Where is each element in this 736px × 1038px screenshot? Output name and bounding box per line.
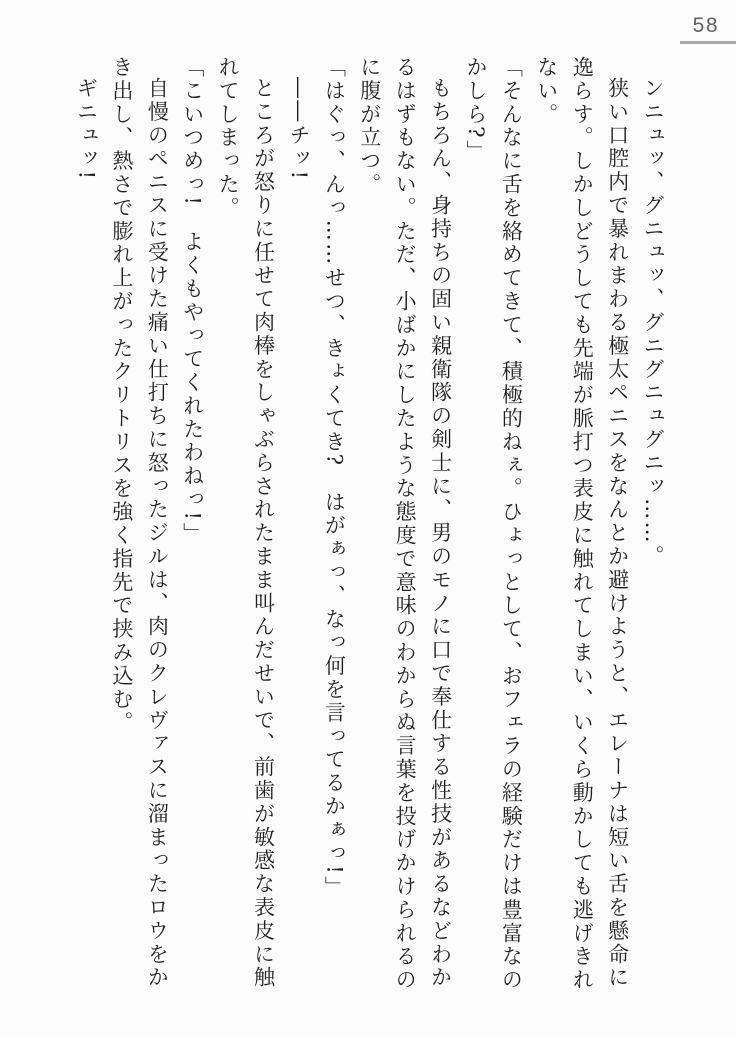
- paragraph: 「こいつめっ! よくもやってくれたわねっ!」: [180, 56, 205, 546]
- paragraph: 「そんなに舌を絡めてきて、積極的ねぇ。ひょっとして、おフェラの経験だけは豊富なのかしら?」: [463, 56, 524, 992]
- paragraph: ンニュッ、グニュッ、グニグニュグニッ……。: [641, 77, 665, 569]
- paragraph: ところが怒りに任せて肉棒をしゃぶらされたまま叫んだせいで、前歯が敏感な表皮に触れてしまった。: [216, 56, 276, 990]
- paragraph: ギニュッ!: [74, 77, 99, 182]
- paragraph: 自慢のペニスに受けた痛い仕打ちに怒ったジルは、肉のクレヴァスに溜まったロウをかき出し、熱さで膨れ上がったクリトリスを強く指先で挟み込む。: [109, 56, 170, 990]
- paragraph: 狭い口腔内で暴れまわる極太ペニスをなんとか避けようと、エレーナは短い舌を懸命に逸らす。しかしどうしても先端が脈打つ表皮に触れてしまい、いくら動かしても逃げきれない。: [534, 56, 630, 992]
- body-text: [68, 56, 670, 992]
- paragraph: 「はぐっ、んっ……せつ、きょくてき? はがぁっ、なっ何を言ってるかぁっ!」: [322, 56, 347, 900]
- paragraph: もちろん、身持ちの固い親衛隊の剣士に、男のモノに口で奉仕する性技があるなどわかるはずもない。ただ、小ばかにしたような態度で意味のわからぬ言葉を投げかけられるのに腹が立つ。: [357, 56, 453, 992]
- page-number-rule: [680, 41, 736, 44]
- page-number: 58: [692, 14, 719, 37]
- paragraph: ――チッ!: [286, 77, 311, 182]
